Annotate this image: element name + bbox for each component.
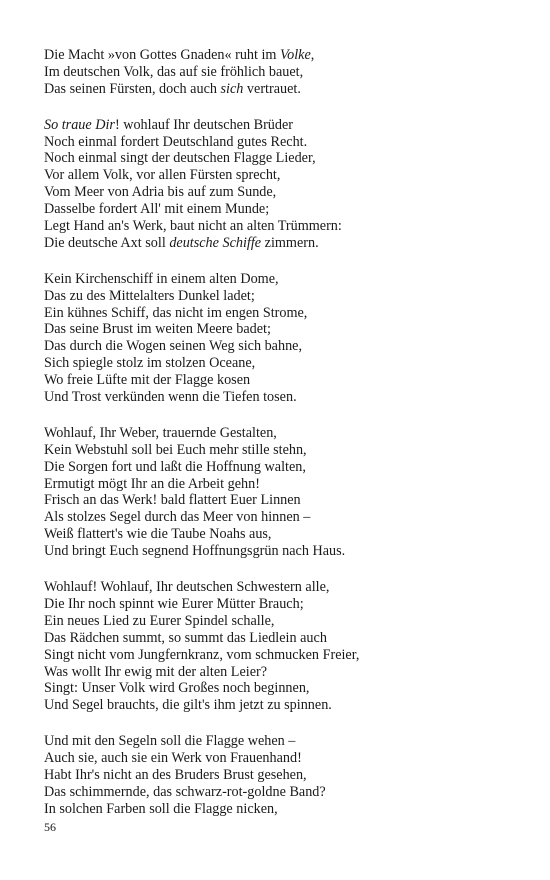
verse-text: Ein kühnes Schiff, das nicht im engen Strome, — [44, 304, 308, 321]
verse-text: Die Sorgen fort und laßt die Hoffnung walten, — [44, 458, 306, 475]
verse-line — [44, 680, 524, 697]
verse-text: Noch einmal fordert Deutschland gutes Recht. — [44, 133, 308, 150]
verse-text: vertrauet. — [243, 80, 301, 97]
verse-line — [44, 425, 524, 442]
verse-text: Kein Webstuhl soll bei Euch mehr stille stehn, — [44, 441, 307, 458]
verse-text: Singt nicht vom Jungfernkranz, vom schmucken Freier, — [44, 646, 360, 663]
verse-line — [44, 372, 524, 389]
verse-text: Im deutschen Volk, das auf sie fröhlich bauet, — [44, 63, 304, 80]
verse-text: Habt Ihr's nicht an des Bruders Brust gesehen, — [44, 766, 307, 783]
verse-line — [44, 492, 524, 509]
verse-text: Als stolzes Segel durch das Meer von hinnen – — [44, 509, 311, 526]
stanza — [44, 579, 524, 714]
verse-text: Vom Meer von Adria bis auf zum Sunde, — [44, 184, 277, 201]
italic-text: So traue Dir — [44, 116, 115, 133]
verse-text: Das schimmernde, das schwarz-rot-goldne Band? — [44, 783, 326, 800]
verse-line — [44, 596, 524, 613]
verse-text: Das seine Brust im weiten Meere badet; — [44, 321, 271, 338]
verse-line — [44, 305, 524, 322]
verse-text: , — [310, 47, 315, 63]
verse-text: Ermutigt mögt Ihr an die Arbeit gehn! — [44, 475, 260, 492]
verse-line — [44, 321, 524, 338]
italic-text: deutsche Schiffe — [169, 234, 262, 251]
page-number: 56 — [44, 820, 56, 834]
italic-text: sich — [220, 80, 244, 97]
verse-text: ! wohlauf Ihr deutschen Brüder — [114, 116, 294, 133]
verse-line — [44, 750, 524, 767]
stanza — [44, 425, 524, 560]
verse-line — [44, 288, 524, 305]
verse-text: In solchen Farben soll die Flagge nicken, — [44, 800, 278, 817]
poem-text — [44, 47, 524, 837]
verse-text: Frisch an das Werk! bald flattert Euer Linnen — [44, 492, 301, 509]
verse-line — [44, 613, 524, 630]
verse-line — [44, 543, 524, 560]
verse-text: Auch sie, auch sie ein Werk von Frauenhand! — [44, 750, 302, 767]
verse-text: Was wollt Ihr ewig mit der alten Leier? — [44, 663, 268, 680]
verse-text: Und bringt Euch segnend Hoffnungsgrün nach Haus. — [44, 543, 346, 560]
verse-text: Weiß flattert's wie die Taube Noahs aus, — [44, 526, 272, 543]
verse-line — [44, 167, 524, 184]
verse-text: Und Segel brauchts, die gilt's ihm jetzt zu spinnen. — [44, 697, 332, 714]
verse-line — [44, 355, 524, 372]
verse-line — [44, 81, 524, 98]
verse-line — [44, 630, 524, 647]
verse-text: Das Rädchen summt, so summt das Liedlein auch — [44, 629, 327, 646]
verse-line — [44, 271, 524, 288]
stanza — [44, 47, 524, 98]
stanza — [44, 733, 524, 817]
verse-line — [44, 767, 524, 784]
verse-line — [44, 47, 524, 64]
verse-line — [44, 442, 524, 459]
verse-line — [44, 476, 524, 493]
verse-line — [44, 338, 524, 355]
verse-text: Vor allem Volk, vor allen Fürsten sprecht, — [44, 167, 281, 184]
verse-line — [44, 459, 524, 476]
verse-line — [44, 697, 524, 714]
stanza — [44, 271, 524, 406]
verse-text: Das seinen Fürsten, doch auch — [44, 80, 221, 97]
verse-line — [44, 647, 524, 664]
verse-line — [44, 218, 524, 235]
verse-text: Ein neues Lied zu Eurer Spindel schalle, — [44, 612, 275, 629]
verse-text: Die Ihr noch spinnt wie Eurer Mütter Brauch; — [44, 595, 304, 612]
verse-line — [44, 201, 524, 218]
verse-line — [44, 134, 524, 151]
verse-text: zimmern. — [261, 234, 319, 251]
verse-text: Die deutsche Axt soll — [44, 234, 170, 251]
verse-line — [44, 509, 524, 526]
verse-line — [44, 389, 524, 406]
verse-text: Das zu des Mittelalters Dunkel ladet; — [44, 287, 255, 304]
verse-line — [44, 784, 524, 801]
verse-text: Wohlauf, Ihr Weber, trauernde Gestalten, — [44, 424, 277, 441]
verse-line — [44, 235, 524, 252]
verse-line — [44, 117, 524, 134]
verse-line — [44, 526, 524, 543]
verse-text: Und Trost verkünden wenn die Tiefen tosen. — [44, 389, 297, 406]
verse-text: Legt Hand an's Werk, baut nicht an alten Trümmern: — [44, 218, 342, 235]
verse-text: Das durch die Wogen seinen Weg sich bahne, — [44, 338, 303, 355]
verse-text: Singt: Unser Volk wird Großes noch beginnen, — [44, 680, 310, 697]
verse-text: Wo freie Lüfte mit der Flagge kosen — [44, 372, 251, 389]
verse-text: Und mit den Segeln soll die Flagge wehen – — [44, 733, 296, 750]
stanza — [44, 117, 524, 252]
verse-line — [44, 733, 524, 750]
verse-text: Dasselbe fordert All' mit einem Munde; — [44, 201, 270, 218]
verse-line — [44, 664, 524, 681]
verse-text: Die Macht »von Gottes Gnaden« ruht im — [44, 47, 281, 63]
verse-text: Kein Kirchenschiff in einem alten Dome, — [44, 270, 279, 287]
verse-line — [44, 801, 524, 818]
verse-line — [44, 150, 524, 167]
verse-line — [44, 64, 524, 81]
verse-text: Wohlauf! Wohlauf, Ihr deutschen Schwestern alle, — [44, 579, 330, 596]
verse-line — [44, 579, 524, 596]
verse-text: Sich spiegle stolz im stolzen Oceane, — [44, 355, 256, 372]
verse-line — [44, 184, 524, 201]
italic-text: Volke — [280, 47, 311, 63]
verse-text: Noch einmal singt der deutschen Flagge Lieder, — [44, 150, 316, 167]
